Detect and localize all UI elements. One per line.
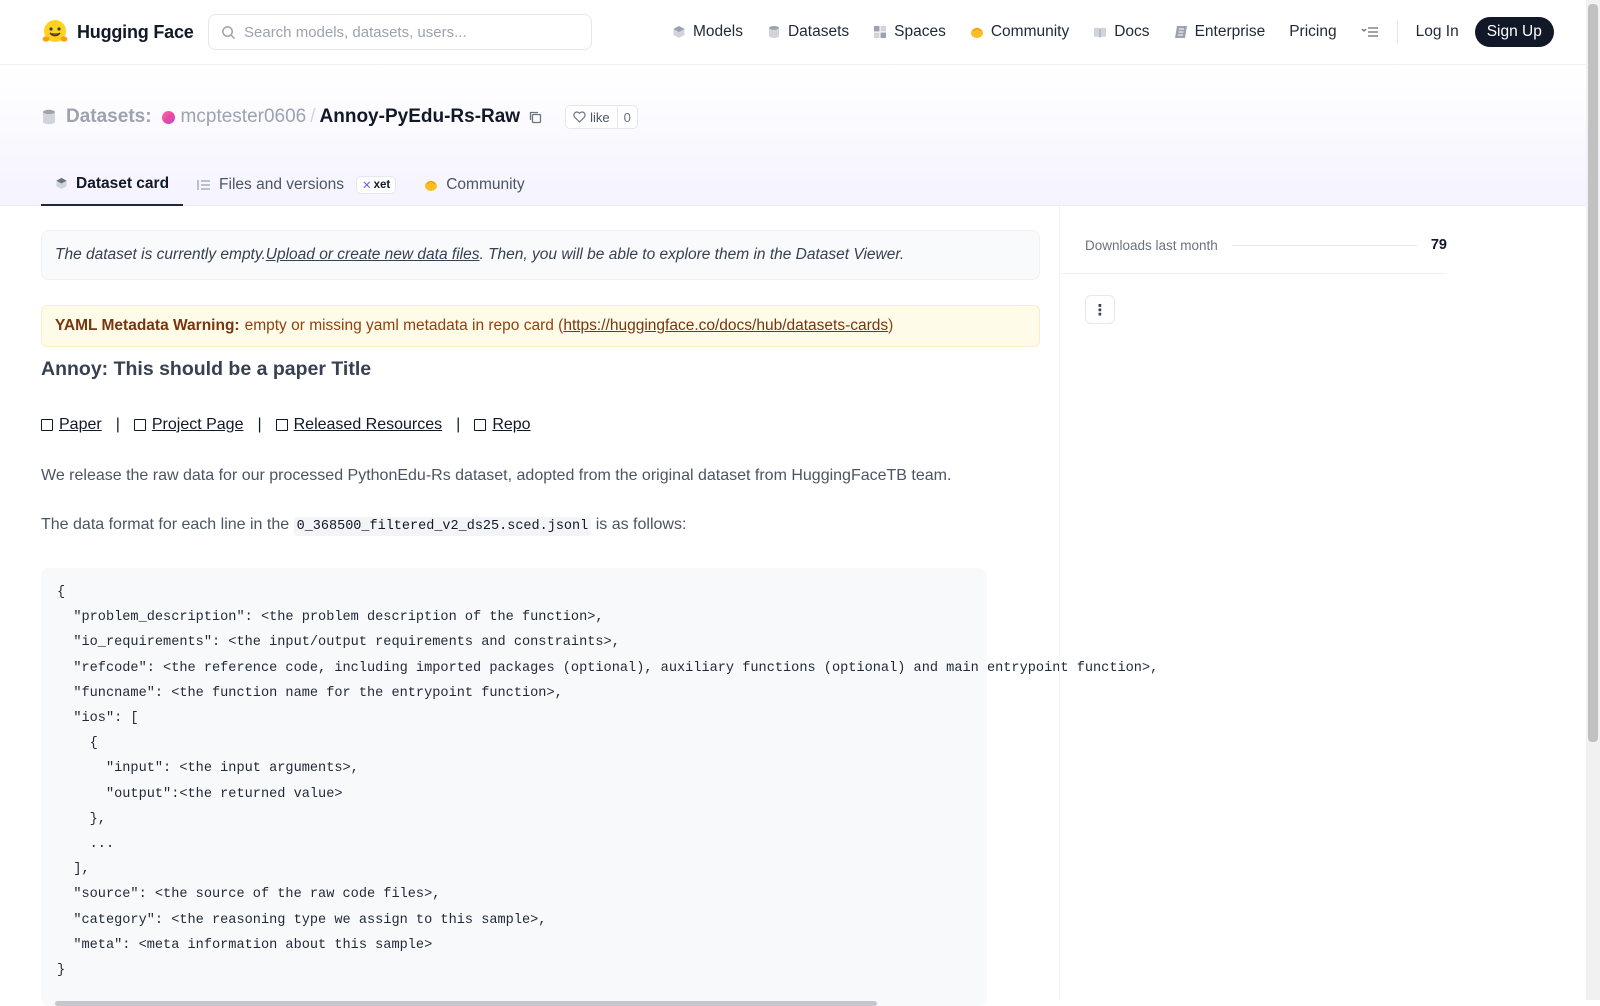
nav-divider (1397, 21, 1398, 43)
format-paragraph (41, 516, 686, 534)
brand-name: Hugging Face (77, 21, 194, 42)
copy-repo-name-button[interactable] (528, 110, 543, 125)
heart-icon (573, 111, 586, 123)
right-sidebar (1059, 206, 1445, 1000)
checkbox-icon (134, 419, 146, 431)
community-icon (424, 178, 438, 192)
repo-link-item (474, 416, 530, 434)
repo-owner-link[interactable]: mcptester0606 (180, 106, 307, 127)
like-widget (565, 105, 638, 129)
nav-community[interactable] (958, 16, 1081, 48)
repo-header (0, 65, 1586, 206)
code-content: { "problem_description": <the problem description of the function>, "io_requirements": <the input/output requirements and constraints>, "refcode": <the reference code, including imported packages (optional), auxiliary functions (optional) and main entrypoint function>, "funcname": <the function name for the entrypoint function>, "ios": [ { "input": <the input arguments>, "output":<the returned value> }, ... ], "source": <the source of the raw code files>, "category": <the reasoning type we assign to this sample>, "meta": <meta information about this sample> } (57, 585, 1159, 979)
notice-suffix: . Then, you will be able to explore them in the Dataset Viewer. (479, 246, 905, 263)
nav-enterprise[interactable] (1162, 16, 1278, 48)
signup-button[interactable]: Sign Up (1475, 17, 1554, 47)
card-title: Annoy: This should be a paper Title (41, 358, 372, 380)
tab-dataset-card[interactable] (41, 163, 183, 206)
repo-tabs (41, 163, 539, 206)
menu-lines-icon (1361, 25, 1379, 39)
hugging-face-logo-icon (41, 18, 69, 46)
json-code-block[interactable] (41, 568, 1159, 1006)
nav-community-label: Community (990, 23, 1070, 40)
file-tree-icon (197, 179, 211, 191)
warning-title: YAML Metadata Warning: (55, 317, 240, 334)
community-icon (970, 25, 984, 39)
page-scrollbar[interactable] (1586, 0, 1600, 1000)
warning-close-paren: ) (888, 317, 894, 334)
filename-code: 0_368500_filtered_v2_ds25.sced.jsonl (294, 517, 592, 536)
nav-pricing-label: Pricing (1289, 23, 1337, 40)
login-link[interactable]: Log In (1415, 23, 1459, 40)
link-separator: | (456, 416, 461, 433)
released-resources-link[interactable]: Released Resources (293, 416, 443, 433)
main-nav (660, 16, 1554, 48)
tab-community[interactable] (410, 163, 538, 206)
released-resources-link-item (276, 416, 443, 434)
nav-spaces-label: Spaces (894, 23, 946, 40)
code-horizontal-scrollbar[interactable] (55, 1001, 877, 1006)
nav-docs[interactable] (1081, 16, 1161, 48)
checkbox-icon (41, 419, 53, 431)
repo-link[interactable]: Repo (492, 416, 531, 433)
tab-community-label: Community (446, 175, 525, 193)
home-logo-link[interactable] (41, 17, 194, 47)
downloads-count: 79 (1430, 237, 1447, 253)
resource-links (41, 416, 531, 434)
downloads-label: Downloads last month (1085, 237, 1218, 253)
nav-models[interactable] (660, 16, 755, 48)
search-icon (221, 25, 236, 40)
like-label: like (590, 109, 610, 125)
warning-text: empty or missing yaml metadata in repo card ( (244, 317, 564, 334)
link-separator: | (115, 416, 120, 433)
sidebar-divider (1060, 273, 1446, 274)
tab-files-label: Files and versions (219, 175, 344, 193)
description-paragraph: We release the raw data for our processed PythonEdu-Rs dataset, adopted from the original dataset from HuggingFaceTB team. (41, 467, 952, 484)
yaml-warning-banner (41, 305, 1040, 347)
nav-datasets-label: Datasets (787, 23, 850, 40)
nav-spaces[interactable] (861, 16, 958, 48)
owner-avatar (162, 111, 175, 124)
dataset-cards-docs-link[interactable]: https://huggingface.co/docs/hub/datasets-cards (563, 317, 889, 334)
upload-data-link[interactable]: Upload or create new data files (265, 246, 480, 263)
project-page-link-item (134, 416, 244, 434)
cube-icon (672, 25, 686, 39)
downloads-sparkline (1232, 245, 1417, 246)
search-input[interactable] (244, 24, 564, 41)
more-menu-button[interactable] (1349, 16, 1391, 48)
top-navigation (0, 0, 1586, 65)
nav-models-label: Models (693, 23, 743, 40)
nav-enterprise-label: Enterprise (1194, 23, 1266, 40)
repo-kind-label: Datasets: (66, 106, 152, 127)
empty-dataset-notice (41, 230, 1040, 280)
database-icon (767, 25, 781, 39)
downloads-row (1085, 234, 1447, 256)
cube-icon (55, 177, 68, 190)
tab-files-and-versions[interactable] (183, 163, 410, 206)
checkbox-icon (474, 419, 486, 431)
tab-dataset-card-label: Dataset card (76, 174, 170, 192)
search-box[interactable] (208, 14, 592, 50)
kebab-icon: ⋮ (1092, 301, 1108, 319)
repo-name-link[interactable]: Annoy-PyEdu-Rs-Raw (319, 106, 521, 127)
breadcrumb (42, 103, 638, 131)
xet-badge-label: xet (373, 178, 391, 191)
book-icon (1093, 25, 1107, 39)
like-count[interactable]: 0 (617, 106, 637, 128)
nav-datasets[interactable] (755, 16, 861, 48)
link-separator: | (257, 416, 262, 433)
xet-mark-icon: ✕ (361, 179, 372, 192)
nav-docs-label: Docs (1114, 23, 1150, 40)
checkbox-icon (276, 419, 288, 431)
project-page-link[interactable]: Project Page (151, 416, 244, 433)
grid-icon (873, 25, 887, 39)
more-options-button[interactable] (1085, 295, 1115, 324)
notice-prefix: The dataset is currently empty. (55, 246, 266, 263)
format-suffix: is as follows: (591, 516, 687, 533)
database-icon (42, 109, 56, 125)
paper-link-item (41, 416, 102, 434)
nav-pricing[interactable] (1277, 16, 1348, 48)
copy-icon (528, 110, 543, 125)
enterprise-icon (1174, 25, 1188, 39)
like-button[interactable] (566, 106, 617, 128)
paper-link[interactable]: Paper (59, 416, 102, 433)
format-prefix: The data format for each line in the (41, 516, 294, 533)
breadcrumb-separator: / (310, 106, 316, 127)
page-scrollbar-thumb[interactable] (1588, 4, 1598, 742)
xet-badge (356, 176, 396, 194)
